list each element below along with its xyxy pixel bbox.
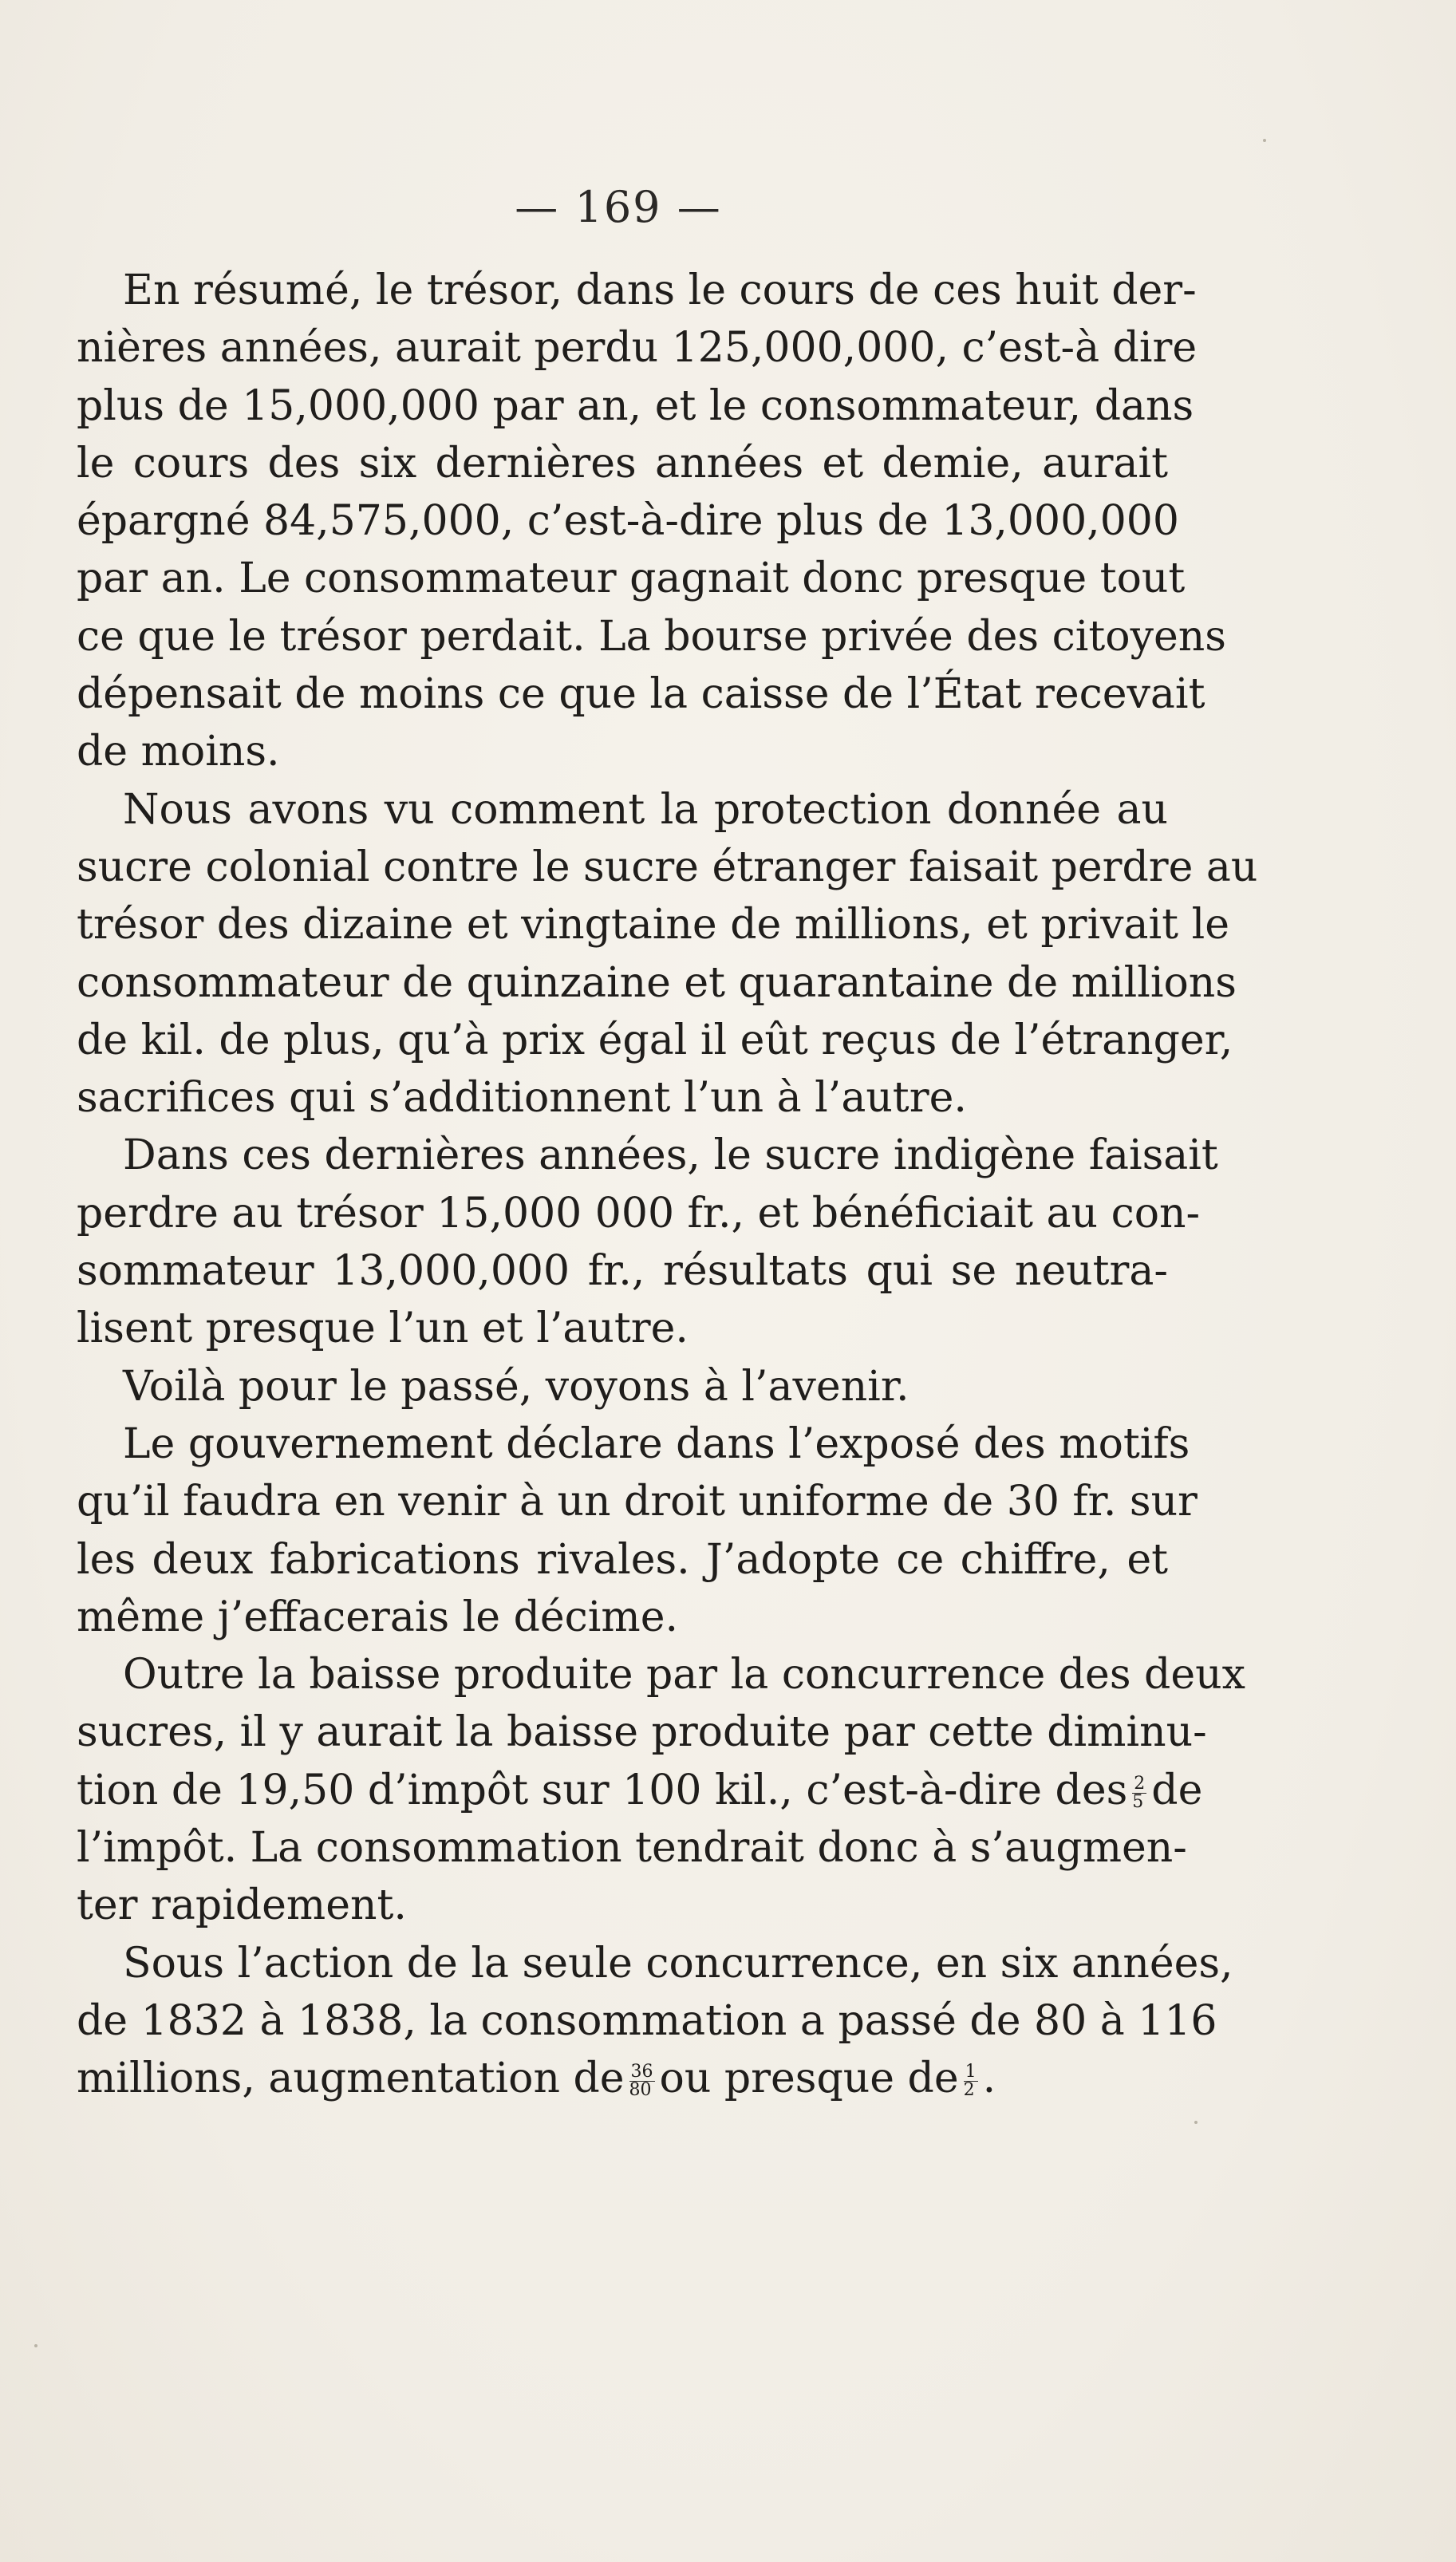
- text-line-with-fraction: [77, 2050, 1168, 2107]
- paper-speck: [34, 2344, 37, 2347]
- fraction-numerator: 36: [630, 2062, 653, 2082]
- fraction: [629, 2063, 655, 2099]
- paragraph: [77, 1935, 1233, 2108]
- text-line: perdre au trésor 15,000 000 fr., et bénéficiait au con-: [77, 1189, 1201, 1238]
- paragraph: [77, 1646, 1245, 1934]
- text-line: consommateur de quinzaine et quarantaine de millions: [77, 958, 1237, 1007]
- paragraph: [77, 1358, 1168, 1415]
- text-segment: ou presque de: [659, 2055, 959, 2103]
- paragraph: [77, 262, 1226, 781]
- text-line: Le gouvernement déclare dans l’exposé des motifs: [123, 1419, 1190, 1468]
- text-line: l’impôt. La consommation tendrait donc à s’augmen-: [77, 1824, 1187, 1873]
- fraction: [964, 2063, 978, 2099]
- fraction-numerator: 1: [965, 2062, 977, 2082]
- paragraph: [77, 1127, 1218, 1357]
- text-line: Sous l’action de la seule concurrence, en six années,: [123, 1939, 1233, 1988]
- text-segment: millions, augmentation de: [77, 2055, 625, 2103]
- text-line: Dans ces dernières années, le sucre indigène faisait: [123, 1131, 1218, 1180]
- text-line: Outre la baisse produite par la concurrence des deux: [123, 1651, 1245, 1699]
- page-number: — 169 —: [515, 182, 722, 232]
- text-line: de kil. de plus, qu’à prix égal il eût reçus de l’étranger,: [77, 1016, 1233, 1064]
- paper-speck: [1194, 2121, 1198, 2124]
- body-text: [77, 262, 1258, 2108]
- text-segment: tion de 19,50 d’impôt sur 100 kil., c’est-à-dire des: [77, 1766, 1128, 1814]
- text-line: sommateur 13,000,000 fr., résultats qui se neutra-: [77, 1247, 1168, 1296]
- text-segment: de: [1151, 1766, 1203, 1814]
- text-line: En résumé, le trésor, dans le cours de ces huit der-: [123, 266, 1197, 314]
- text-line: Voilà pour le passé, voyons à l’avenir.: [123, 1362, 910, 1411]
- fraction-denominator: 5: [1132, 1791, 1144, 1812]
- text-line: ce que le trésor perdait. La bourse privée des citoyens: [77, 612, 1226, 661]
- text-line: ter rapidement.: [77, 1881, 407, 1930]
- text-line: sucres, il y aurait la baisse produite par cette diminu-: [77, 1708, 1207, 1757]
- fraction-numerator: 2: [1134, 1773, 1146, 1794]
- text-line: par an. Le consommateur gagnait donc presque tout: [77, 555, 1186, 603]
- text-line: dépensait de moins ce que la caisse de l’État recevait: [77, 670, 1205, 719]
- text-line: sucre colonial contre le sucre étranger faisait perdre au: [77, 843, 1258, 891]
- text-line: sacrifices qui s’additionnent l’un à l’autre.: [77, 1074, 967, 1123]
- text-line: qu’il faudra en venir à un droit uniforme de 30 fr. sur: [77, 1478, 1198, 1526]
- fraction: [1132, 1775, 1146, 1811]
- paragraph: [77, 781, 1258, 1127]
- text-line: plus de 15,000,000 par an, et le consommateur, dans: [77, 381, 1194, 430]
- text-line: les deux fabrications rivales. J’adopte ce chiffre, et: [77, 1535, 1168, 1584]
- text-line: Nous avons vu comment la protection donnée au: [123, 785, 1168, 834]
- paragraph: [77, 1415, 1198, 1646]
- text-line: épargné 84,575,000, c’est-à-dire plus de 13,000,000: [77, 497, 1179, 546]
- fraction-denominator: 80: [629, 2080, 652, 2101]
- text-segment: .: [982, 2055, 996, 2103]
- text-line: trésor des dizaine et vingtaine de millions, et privait le: [77, 901, 1230, 949]
- text-line-with-fraction: [77, 1762, 1203, 1819]
- paper-speck: [1263, 139, 1266, 142]
- fraction-denominator: 2: [963, 2080, 975, 2101]
- text-line: nières années, aurait perdu 125,000,000, c’est-à dire: [77, 324, 1198, 373]
- text-line: de 1832 à 1838, la consommation a passé de 80 à 116: [77, 1996, 1217, 2045]
- text-line: lisent presque l’un et l’autre.: [77, 1305, 689, 1353]
- text-line: de moins.: [77, 728, 280, 776]
- text-line: même j’effacerais le décime.: [77, 1593, 679, 1641]
- text-line: le cours des six dernières années et demie, aurait: [77, 439, 1168, 488]
